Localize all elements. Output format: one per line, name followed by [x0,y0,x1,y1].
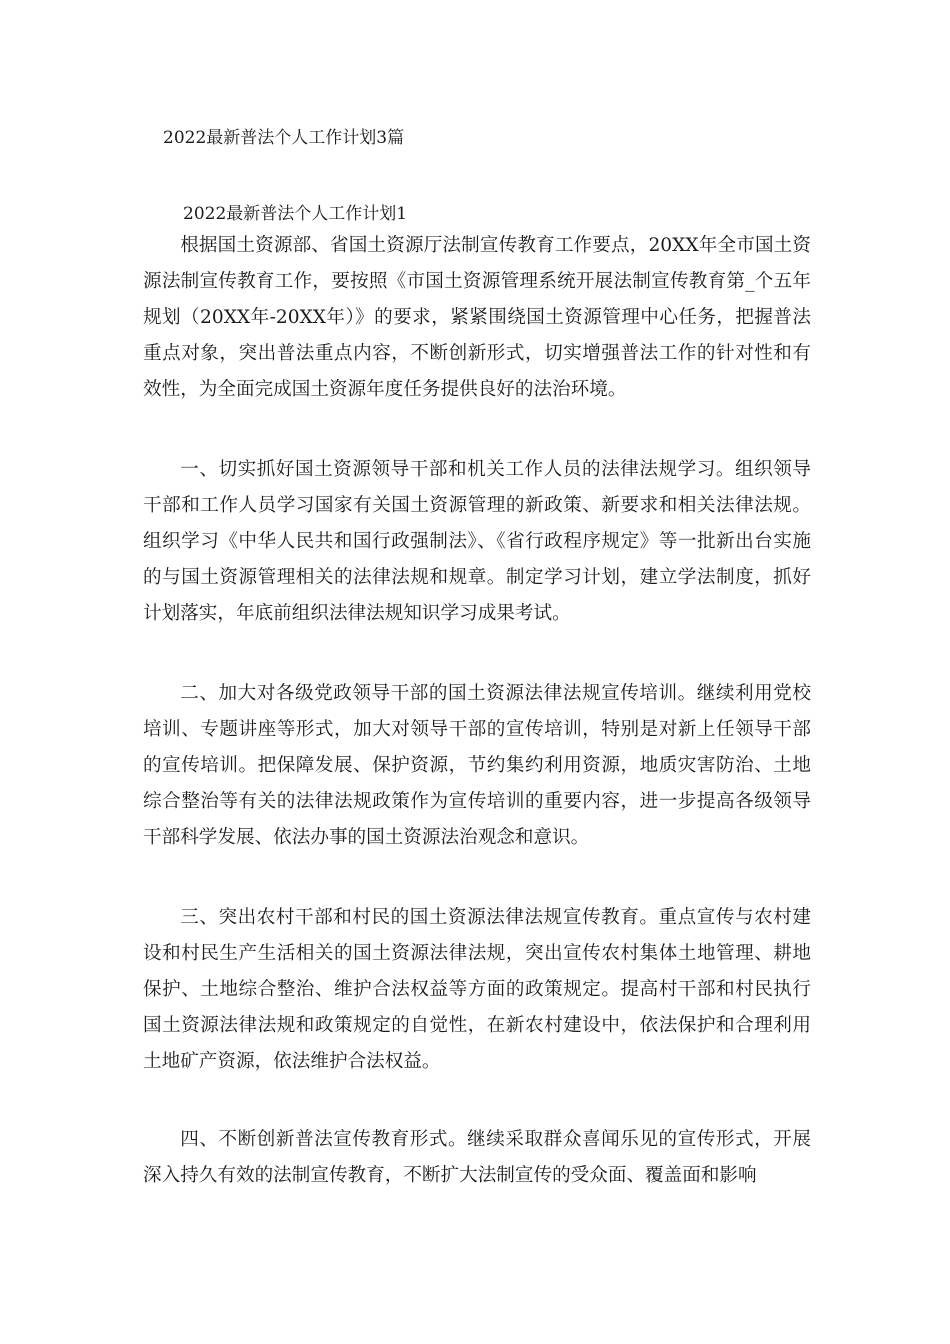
paragraph-item-3: 三、突出农村干部和村民的国土资源法律法规宣传教育。重点宣传与农村建设和村民生产生活相关的国土资源法律法规，突出宣传农村集体土地管理、耕地保护、土地综合整治、维护合法权益等方面的政策规定。提高村干部和村民执行国土资源法律法规和政策规定的自觉性，在新农村建设中，依法保护和合理利用土地矿产资源，依法维护合法权益。 [143,907,811,1072]
paragraph-item-2: 二、加大对各级党政领导干部的国土资源法律法规宣传培训。继续利用党校培训、专题讲座等形式，加大对领导干部的宣传培训，特别是对新上任领导干部的宣传培训。把保障发展、保护资源，节约集约利用资源，地质灾害防治、土地综合整治等有关的法律法规政策作为宣传培训的重要内容，进一步提高各级领导干部科学发展、依法办事的国土资源法治观念和意识。 [143,683,811,848]
document-title: 2022最新普法个人工作计划3篇 [163,128,405,148]
paragraph-item-1: 一、切实抓好国土资源领导干部和机关工作人员的法律法规学习。组织领导干部和工作人员学习国家有关国土资源管理的新政策、新要求和相关法律法规。组织学习《中华人民共和国行政强制法》、《省行政程序规定》等一批新出台实施的与国土资源管理相关的法律法规和规章。制定学习计划，建立学法制度，抓好计划落实，年底前组织法律法规知识学习成果考试。 [143,459,811,624]
paragraph-intro: 根据国土资源部、省国土资源厅法制宣传教育工作要点，20XX年全市国土资源法制宣传教育工作，要按照《市国土资源管理系统开展法制宣传教育第_个五年规划（20XX年-20XX年）》的要求，紧紧围绕国土资源管理中心任务，把握普法重点对象，突出普法重点内容，不断创新形式，切实增强普法工作的针对性和有效性，为全面完成国土资源年度任务提供良好的法治环境。 [143,235,811,400]
section-title: 2022最新普法个人工作计划1 [183,204,408,224]
paragraph-item-4: 四、不断创新普法宣传教育形式。继续采取群众喜闻乐见的宣传形式，开展深入持久有效的法制宣传教育，不断扩大法制宣传的受众面、覆盖面和影响 [143,1129,811,1186]
